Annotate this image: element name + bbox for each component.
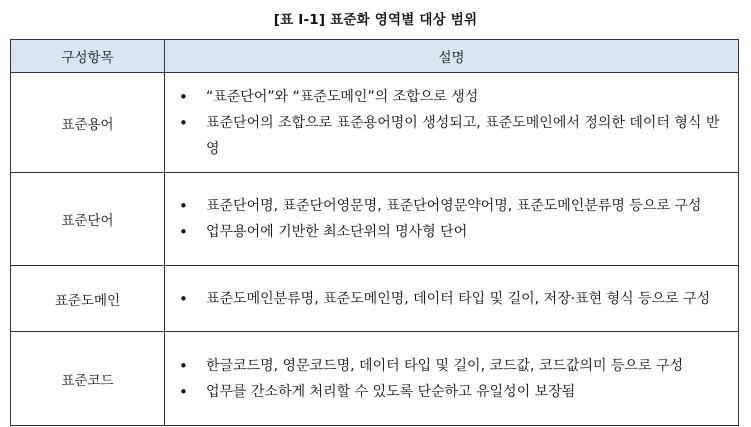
header-row (11, 40, 739, 73)
table-row (11, 266, 739, 332)
row-description (165, 266, 739, 332)
row-category: 표준도메인 (11, 266, 165, 332)
list-item (179, 353, 730, 379)
table-row (11, 73, 739, 173)
bullet-icon: • (179, 223, 188, 241)
list-item (179, 219, 730, 245)
bullet-icon: • (179, 356, 188, 375)
header-description: 설명 (165, 40, 739, 73)
table-row (11, 332, 739, 426)
bullet-icon: • (179, 197, 188, 215)
header-component: 구성항목 (11, 40, 165, 73)
bullet-icon: • (179, 382, 188, 401)
bullet-text: “표준단어”와 “표준도메인”의 조합으로 생성 (206, 88, 479, 105)
bullet-text: 업무용어에 기반한 최소단위의 명사형 단어 (206, 224, 468, 240)
list-item (179, 84, 730, 110)
bullet-icon: • (179, 113, 188, 132)
row-category: 표준용어 (11, 73, 165, 173)
row-description (165, 73, 739, 173)
bullet-icon: • (179, 87, 188, 106)
row-description (165, 332, 739, 426)
table-row (11, 173, 739, 266)
list-item (179, 286, 730, 312)
list-item (179, 193, 730, 219)
list-item (179, 110, 730, 162)
bullet-icon: • (179, 289, 188, 308)
row-category: 표준코드 (11, 332, 165, 426)
list-item (179, 379, 730, 405)
bullet-text: 업무를 간소하게 처리할 수 있도록 단순하고 유일성이 보장됨 (206, 383, 576, 400)
table-caption: [표 Ⅰ-1] 표준화 영역별 대상 범위 (273, 12, 478, 28)
row-category: 표준단어 (11, 173, 165, 266)
row-description (165, 173, 739, 266)
bullet-text: 표준단어명, 표준단어영문명, 표준단어영문약어명, 표준도메인분류명 등으로 구성 (206, 198, 702, 214)
bullet-text: 표준도메인분류명, 표준도메인명, 데이터 타입 및 길이, 저장·표현 형식 등으로 구성 (206, 290, 711, 307)
bullet-text: 표준단어의 조합으로 표준용어명이 생성되고, 표준도메인에서 정의한 데이터 형식 반영 (206, 114, 720, 157)
standardization-scope-table (10, 39, 739, 426)
bullet-text: 한글코드명, 영문코드명, 데이터 타입 및 길이, 코드값, 코드값의미 등으로 구성 (206, 357, 684, 374)
